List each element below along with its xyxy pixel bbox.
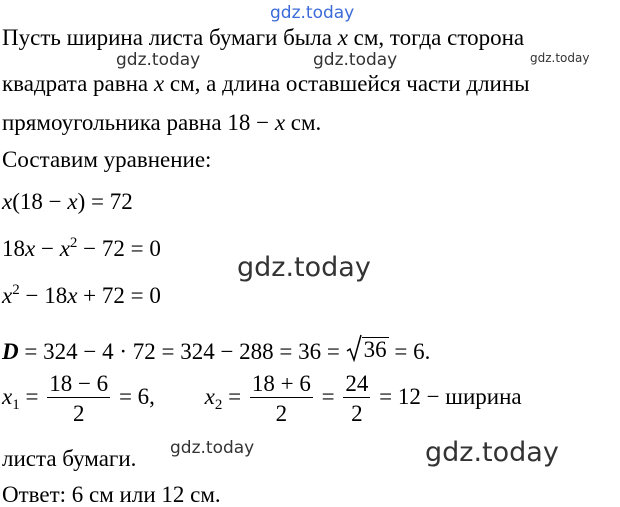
variable-x: x [67,283,78,308]
watermark: gdz.today [116,50,201,70]
text-segment: см, а длина оставшейся части длины [164,71,530,96]
numerator: 18 + 6 [251,371,311,396]
variable-x: x [2,283,13,308]
root-x2 [205,372,522,425]
radical-sign-icon [346,334,362,362]
variable-x: x [337,25,348,50]
watermark: gdz.today [313,50,398,70]
equation-1 [2,190,133,213]
text-line-1 [2,26,524,49]
denominator: 2 [275,401,288,426]
fraction [250,372,313,425]
text-segment: = 6. [388,339,431,364]
denominator: 2 [351,401,363,426]
answer-text: Ответ: 6 см или 12 см. [2,482,221,507]
watermark: gdz.today [170,438,255,458]
watermark-top: gdz.today [270,3,355,23]
text-segment: − [35,236,60,261]
watermark: gdz.today [530,51,590,65]
discriminant-line [2,334,430,363]
variable-x: x [2,383,13,409]
exponent: 2 [69,235,78,251]
equation-2 [2,237,161,260]
numerator: 24 [345,371,369,396]
text-segment: = 12 − ширина [373,383,522,409]
equals-sign: = [222,383,247,409]
root-x1 [2,372,155,425]
text-line-8 [2,447,136,470]
text-segment: = 6, [113,383,155,409]
variable-x: x [153,71,165,96]
text-segment: − 18 [19,283,68,308]
text-segment: (18 − [12,189,68,214]
text-segment: см, тогда сторона [347,25,525,50]
exponent: 2 [12,282,20,298]
text-line-4 [2,148,211,171]
equals-sign: = [19,383,45,409]
text-segment: прямоугольника равна 18 − [2,110,275,135]
fraction [47,372,110,425]
text-line-2 [2,72,530,95]
variable-x: x [2,189,13,214]
fraction [343,372,370,425]
denominator: 2 [72,401,85,426]
text-segment: Составим уравнение: [2,147,212,172]
text-segment: листа бумаги. [2,446,137,471]
roots-line [2,372,522,425]
discriminant-symbol: D [2,339,19,364]
text-segment: Пусть ширина листа бумаги была [2,25,338,50]
text-segment: ) = 72 [77,189,133,214]
text-segment: квадрата равна [2,71,154,96]
equals-sign: = [315,383,341,409]
subscript: 1 [12,396,20,413]
numerator: 18 − 6 [49,371,109,396]
variable-x: x [25,236,36,261]
watermark: gdz.today [237,252,371,283]
square-root [346,334,389,362]
answer-line [2,483,221,506]
text-segment: см. [285,110,322,135]
text-segment: 18 [2,236,25,261]
text-segment: = 324 − 4 · 72 = 324 − 288 = 36 = [18,339,346,364]
variable-x: x [59,236,70,261]
text-segment: + 72 = 0 [77,283,161,308]
radicand: 36 [363,336,387,362]
equation-3 [2,284,161,307]
text-segment: − 72 = 0 [77,236,161,261]
variable-x: x [67,189,78,214]
subscript: 2 [214,396,223,413]
watermark: gdz.today [425,437,559,468]
variable-x: x [204,383,215,409]
variable-x: x [274,110,286,135]
text-line-3 [2,111,321,134]
